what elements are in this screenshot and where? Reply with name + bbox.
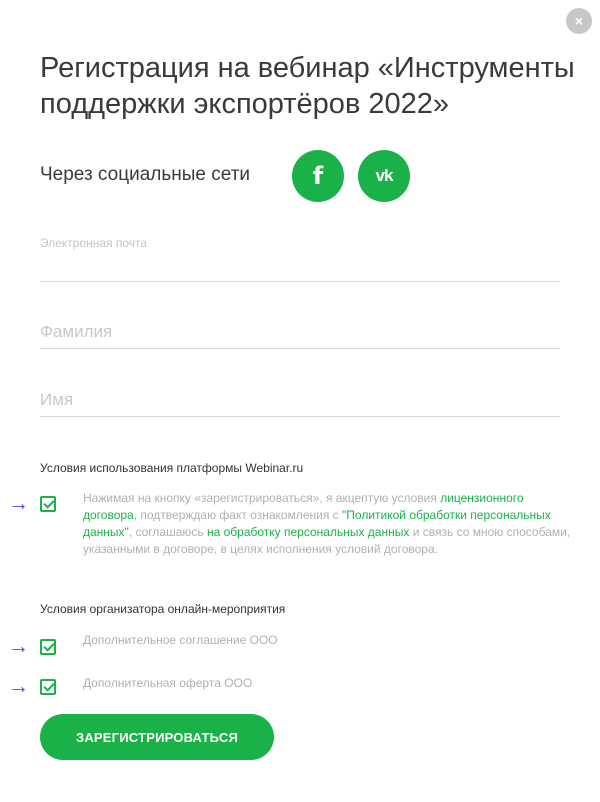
organizer-terms-label-2: Дополнительная оферта ООО [83, 676, 253, 690]
arrow-icon: → [8, 492, 29, 515]
email-field[interactable] [40, 236, 560, 282]
data-processing-link[interactable]: на обработку персональных данных [206, 525, 410, 539]
email-field-label: Электронная почта [40, 236, 148, 250]
surname-field[interactable] [40, 316, 560, 349]
page-title: Регистрация на вебинар «Инструменты поддержки экспортёров 2022» [40, 52, 575, 120]
organizer-terms-checkbox-2[interactable] [40, 679, 56, 695]
organizer-terms-heading: Условия организатора онлайн-мероприятия [40, 602, 286, 616]
vk-login-button[interactable] [358, 150, 410, 202]
platform-terms-text [83, 490, 573, 558]
social-login-row [40, 150, 560, 202]
register-button[interactable]: ЗАРЕГИСТРИРОВАТЬСЯ [40, 714, 274, 760]
terms-text-part2: , подтверждаю факт ознакомления с [133, 508, 343, 522]
platform-terms-heading: Условия использования платформы Webinar.ru [40, 461, 304, 475]
arrow-icon: → [8, 675, 29, 698]
close-button[interactable] [566, 8, 592, 34]
name-placeholder: Имя [40, 390, 74, 409]
terms-text-part4: и связь со мною способами, указанными в договоре, в целях исполнения условий договора. [83, 525, 571, 556]
vk-icon: vk [375, 166, 393, 185]
facebook-icon: f [312, 162, 324, 190]
social-login-label: Через социальные сети [40, 164, 251, 185]
name-field[interactable] [40, 384, 560, 417]
arrow-icon: → [8, 635, 29, 658]
terms-text-part3: , соглашаюсь [128, 525, 207, 539]
privacy-policy-link[interactable]: "Политикой обработки персональных данных" [83, 508, 551, 539]
organizer-terms-checkbox-1[interactable] [40, 639, 56, 655]
surname-placeholder: Фамилия [40, 322, 113, 341]
organizer-terms-label-1: Дополнительное соглашение ООО [83, 633, 278, 647]
close-icon: × [574, 13, 584, 29]
facebook-login-button[interactable] [292, 150, 344, 202]
license-agreement-link[interactable]: лицензионного договора [83, 491, 524, 522]
platform-terms-checkbox[interactable] [40, 496, 56, 512]
terms-text-part1: Нажимая на кнопку «зарегистрироваться», я акцептую условия [83, 491, 441, 505]
